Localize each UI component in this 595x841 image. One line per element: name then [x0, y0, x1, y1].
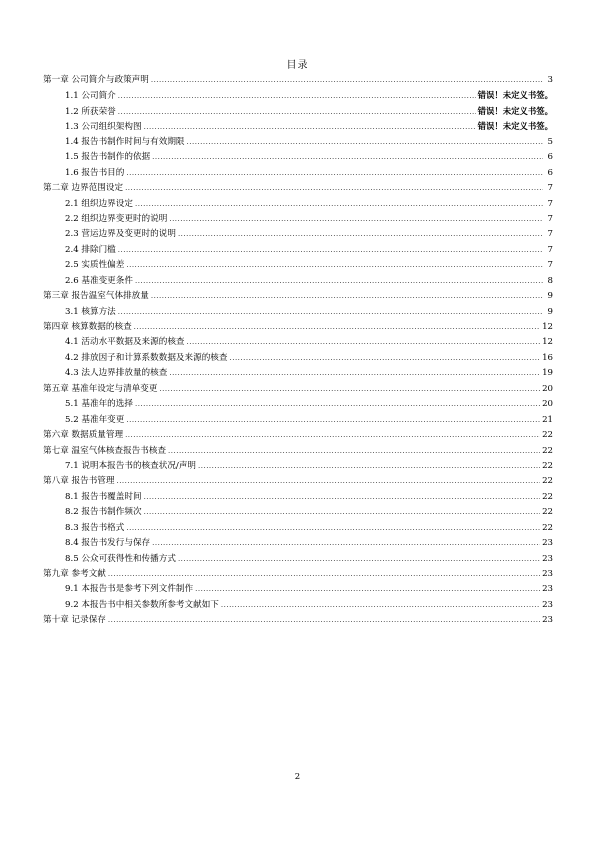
toc-chapter-entry[interactable] [43, 474, 553, 489]
toc-entry-page: 21 [542, 414, 553, 425]
toc-entry-label: 8.5 公众可获得性和传播方式 [65, 553, 176, 564]
toc-entry-label: 第九章 参考文献 [43, 569, 106, 579]
toc-entry-page: 9 [547, 306, 553, 317]
table-of-contents [43, 73, 553, 629]
toc-section-entry[interactable] [43, 150, 553, 165]
toc-entry-label: 8.4 报告书发行与保存 [65, 538, 151, 549]
toc-section-entry[interactable] [43, 305, 553, 320]
toc-entry-page: 8 [547, 275, 553, 286]
dot-leader [126, 258, 543, 273]
toc-entry-page: 7 [547, 183, 553, 194]
toc-entry-page: 错误！未定义书签。 [477, 121, 553, 132]
dot-leader [169, 212, 543, 227]
toc-entry-page: 20 [542, 383, 553, 394]
toc-entry-page: 6 [547, 152, 553, 163]
toc-entry-label: 5.2 基准年变更 [65, 414, 125, 425]
toc-entry-page: 16 [542, 352, 553, 363]
toc-entry-page: 22 [542, 460, 553, 471]
dot-leader [126, 413, 540, 428]
toc-entry-page: 23 [542, 615, 553, 626]
toc-entry-label: 第三章 报告温室气体排放量 [43, 291, 149, 302]
toc-section-entry[interactable] [43, 536, 553, 551]
dot-leader [152, 536, 540, 551]
dot-leader [118, 243, 543, 258]
toc-section-entry[interactable] [43, 552, 553, 567]
toc-section-entry[interactable] [43, 366, 553, 381]
toc-entry-page: 22 [542, 507, 553, 518]
dot-leader [135, 397, 540, 412]
toc-section-entry[interactable] [43, 351, 553, 366]
toc-entry-label: 第十章 记录保存 [43, 615, 106, 626]
toc-entry-label: 3.1 核算方法 [65, 306, 116, 317]
toc-entry-page: 23 [542, 553, 553, 564]
dot-leader [178, 552, 540, 567]
toc-entry-page: 20 [542, 399, 553, 410]
dot-leader [168, 444, 540, 459]
toc-entry-page: 12 [542, 322, 553, 332]
toc-title: 目录 [286, 60, 309, 71]
toc-entry-label: 9.2 本报告书中相关参数所参考文献如下 [65, 599, 219, 610]
toc-section-entry[interactable] [43, 88, 553, 103]
dot-leader [144, 490, 541, 505]
toc-entry-label: 第四章 核算数据的核查 [43, 322, 132, 332]
toc-entry-label: 2.3 营运边界及变更时的说明 [65, 229, 176, 240]
dot-leader [152, 150, 543, 165]
toc-section-entry[interactable] [43, 413, 553, 428]
toc-entry-label: 第八章 报告书管理 [43, 476, 115, 487]
toc-entry-page: 错误！未定义书签。 [477, 90, 553, 101]
toc-entry-label: 1.6 报告书目的 [65, 167, 125, 178]
dot-leader [118, 89, 476, 104]
dot-leader [126, 166, 543, 181]
toc-section-entry[interactable] [43, 274, 553, 289]
toc-chapter-entry[interactable] [43, 289, 553, 304]
toc-chapter-entry[interactable] [43, 567, 553, 582]
toc-chapter-entry[interactable] [43, 382, 553, 397]
toc-entry-label: 8.3 报告书格式 [65, 522, 125, 533]
toc-chapter-entry[interactable] [43, 320, 553, 335]
dot-leader [221, 598, 540, 613]
toc-section-entry[interactable] [43, 582, 553, 597]
toc-entry-label: 2.1 组织边界设定 [65, 198, 133, 209]
toc-section-entry[interactable] [43, 598, 553, 613]
toc-entry-page: 7 [547, 244, 553, 255]
toc-section-entry[interactable] [43, 258, 553, 273]
toc-entry-page: 23 [542, 584, 553, 595]
dot-leader [144, 505, 541, 520]
dot-leader [118, 305, 543, 320]
dot-leader [108, 567, 540, 582]
toc-entry-label: 2.6 基准变更条件 [65, 275, 133, 286]
toc-entry-label: 1.5 报告书制作的依据 [65, 152, 151, 163]
page-number: 2 [294, 772, 301, 782]
toc-entry-label: 9.1 本报告书是参考下列文件制作 [65, 584, 194, 595]
toc-entry-label: 第六章 数据质量管理 [43, 430, 124, 441]
dot-leader [198, 459, 540, 474]
toc-section-entry[interactable] [43, 335, 553, 350]
toc-entry-page: 5 [547, 136, 553, 147]
toc-entry-label: 8.2 报告书制作频次 [65, 507, 142, 518]
dot-leader [134, 320, 540, 335]
toc-entry-label: 1.4 报告书制作时间与有效期限 [65, 136, 185, 147]
toc-entry-label: 2.2 组织边界变更时的说明 [65, 213, 168, 224]
dot-leader [116, 474, 540, 489]
toc-section-entry[interactable] [43, 104, 553, 119]
dot-leader [125, 181, 543, 196]
toc-entry-page: 22 [542, 522, 553, 533]
toc-entry-label: 8.1 报告书覆盖时间 [65, 491, 142, 502]
toc-entry-page: 23 [542, 569, 553, 579]
dot-leader [108, 613, 540, 628]
dot-leader [135, 197, 543, 212]
toc-chapter-entry[interactable] [43, 428, 553, 443]
toc-section-entry[interactable] [43, 135, 553, 150]
toc-entry-label: 第二章 边界范围设定 [43, 183, 124, 194]
toc-entry-label: 2.4 排除门槛 [65, 244, 116, 255]
toc-entry-page: 7 [547, 198, 553, 209]
dot-leader [187, 135, 543, 150]
dot-leader [135, 274, 543, 289]
toc-section-entry[interactable] [43, 166, 553, 181]
toc-entry-page: 3 [547, 75, 553, 85]
toc-chapter-entry[interactable] [43, 73, 553, 88]
dot-leader [230, 351, 541, 366]
toc-entry-page: 22 [542, 430, 553, 441]
toc-entry-page: 22 [542, 445, 553, 456]
dot-leader [118, 105, 476, 120]
toc-entry-page: 7 [547, 260, 553, 271]
toc-section-entry[interactable] [43, 227, 553, 242]
toc-entry-label: 第一章 公司简介与政策声明 [43, 75, 149, 85]
dot-leader [144, 120, 476, 135]
toc-section-entry[interactable] [43, 397, 553, 412]
toc-section-entry[interactable] [43, 197, 553, 212]
dot-leader [126, 521, 540, 536]
toc-section-entry[interactable] [43, 212, 553, 227]
dot-leader [187, 335, 541, 350]
toc-entry-label: 4.3 法人边界排放量的核查 [65, 368, 168, 379]
toc-entry-label: 第五章 基准年设定与清单变更 [43, 383, 158, 394]
toc-entry-label: 1.3 公司组织架构图 [65, 122, 142, 133]
toc-section-entry[interactable] [43, 119, 553, 134]
toc-section-entry[interactable] [43, 521, 553, 536]
dot-leader [125, 428, 540, 443]
dot-leader [195, 582, 540, 597]
toc-entry-page: 9 [547, 291, 553, 302]
toc-chapter-entry[interactable] [43, 444, 553, 459]
toc-section-entry[interactable] [43, 490, 553, 505]
toc-entry-label: 1.2 所获荣誉 [65, 106, 116, 117]
toc-entry-page: 23 [542, 599, 553, 610]
toc-entry-page: 错误！未定义书签。 [477, 105, 553, 116]
toc-entry-label: 4.2 排放因子和计算系数数据及来源的核查 [65, 352, 228, 363]
toc-entry-label: 5.1 基准年的选择 [65, 399, 133, 410]
toc-entry-label: 2.5 实质性偏差 [65, 260, 125, 271]
toc-entry-page: 7 [547, 213, 553, 224]
toc-entry-page: 6 [547, 167, 553, 178]
toc-entry-page: 7 [547, 229, 553, 240]
toc-entry-page: 23 [542, 538, 553, 549]
toc-entry-page: 19 [542, 368, 553, 379]
toc-chapter-entry[interactable] [43, 613, 553, 628]
dot-leader [159, 382, 540, 397]
toc-entry-label: 7.1 说明本报告书的核查状况/声明 [65, 460, 197, 471]
toc-entry-page: 22 [542, 491, 553, 502]
dot-leader [151, 289, 543, 304]
toc-section-entry[interactable] [43, 243, 553, 258]
toc-section-entry[interactable] [43, 505, 553, 520]
dot-leader [151, 73, 543, 88]
toc-entry-label: 第七章 温室气体核查报告书核查 [43, 445, 167, 456]
toc-entry-page: 12 [542, 337, 553, 348]
dot-leader [178, 227, 543, 242]
toc-section-entry[interactable] [43, 459, 553, 474]
toc-entry-label: 1.1 公司简介 [65, 91, 116, 102]
toc-entry-label: 4.1 活动水平数据及来源的核查 [65, 337, 185, 348]
toc-entry-page: 22 [542, 476, 553, 487]
dot-leader [169, 366, 540, 381]
toc-chapter-entry[interactable] [43, 181, 553, 196]
